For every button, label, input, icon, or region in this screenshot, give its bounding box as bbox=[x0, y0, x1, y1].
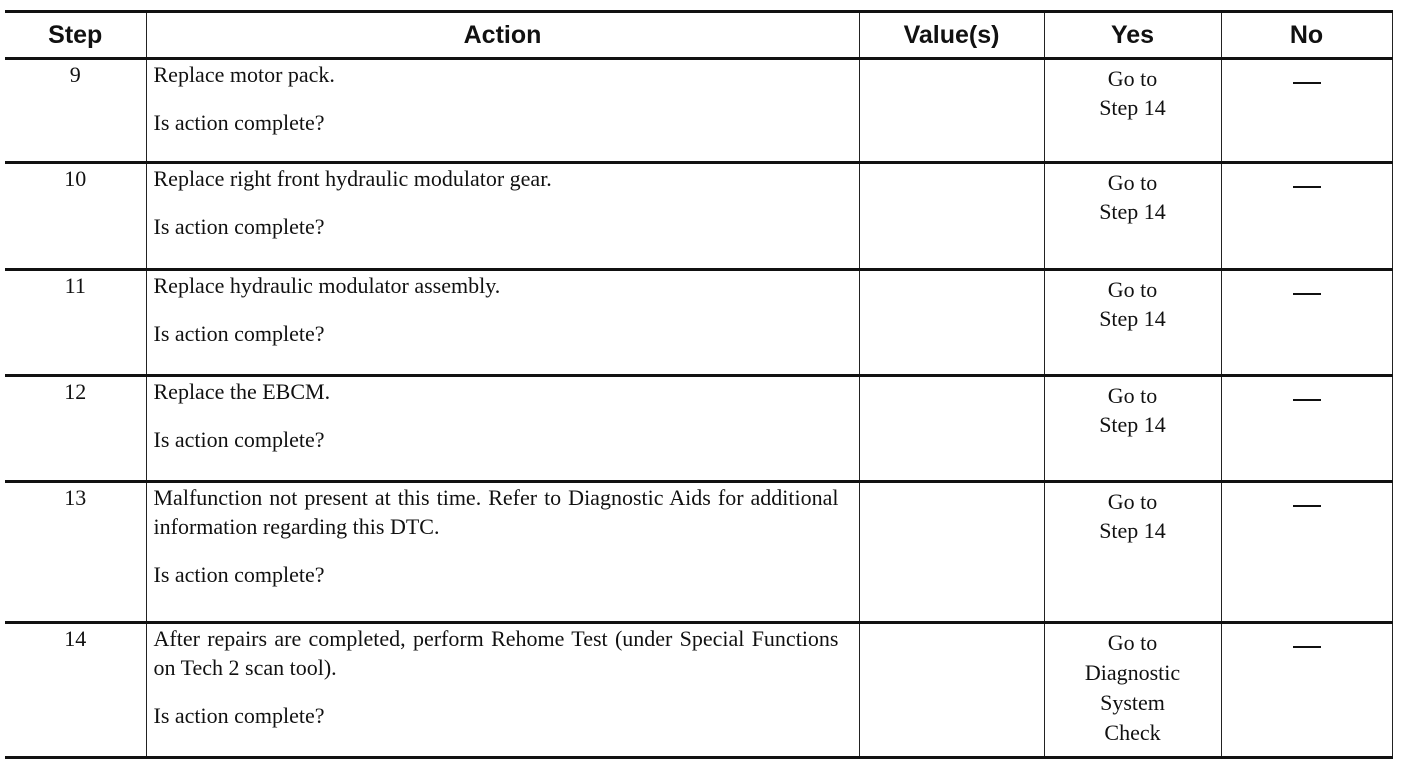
header-yes: Yes bbox=[1044, 12, 1221, 59]
no-cell bbox=[1221, 376, 1392, 482]
value-cell bbox=[859, 482, 1044, 623]
header-row bbox=[5, 12, 1392, 59]
action-question: Is action complete? bbox=[153, 214, 325, 239]
header-step: Step bbox=[5, 12, 146, 59]
yes-text-line: Go to bbox=[1107, 489, 1158, 514]
table-row bbox=[5, 270, 1392, 376]
yes-cell bbox=[1044, 59, 1221, 163]
diagnostic-steps-table bbox=[5, 10, 1393, 759]
no-cell bbox=[1221, 482, 1392, 623]
yes-cell bbox=[1044, 376, 1221, 482]
yes-text-line: Step 14 bbox=[1099, 95, 1166, 120]
step-number: 11 bbox=[5, 270, 146, 376]
action-text: After repairs are completed, perform Rehome Test (under Special Functions on Tech 2 scan tool). bbox=[153, 626, 839, 680]
step-number: 9 bbox=[5, 59, 146, 163]
action-cell bbox=[146, 59, 859, 163]
yes-text-line: Step 14 bbox=[1099, 306, 1166, 331]
no-dash bbox=[1293, 646, 1321, 648]
yes-cell bbox=[1044, 163, 1221, 270]
action-question: Is action complete? bbox=[153, 562, 325, 587]
yes-text-line: Go to bbox=[1107, 630, 1158, 655]
value-cell bbox=[859, 376, 1044, 482]
table-row bbox=[5, 623, 1392, 758]
no-cell bbox=[1221, 623, 1392, 758]
no-cell bbox=[1221, 270, 1392, 376]
table-body bbox=[5, 59, 1392, 758]
no-cell bbox=[1221, 163, 1392, 270]
yes-text-line: Diagnostic bbox=[1084, 660, 1181, 685]
action-question: Is action complete? bbox=[153, 110, 325, 135]
yes-text-line: Go to bbox=[1107, 383, 1158, 408]
yes-text-line: System bbox=[1100, 690, 1165, 715]
value-cell bbox=[859, 270, 1044, 376]
step-number: 10 bbox=[5, 163, 146, 270]
yes-text-line: Go to bbox=[1107, 170, 1158, 195]
table-row bbox=[5, 163, 1392, 270]
action-text: Replace the EBCM. bbox=[153, 379, 331, 404]
value-cell bbox=[859, 623, 1044, 758]
table-row bbox=[5, 59, 1392, 163]
no-dash bbox=[1293, 399, 1321, 401]
table-row bbox=[5, 482, 1392, 623]
table-header bbox=[5, 12, 1392, 59]
header-values: Value(s) bbox=[859, 12, 1044, 59]
action-text: Replace right front hydraulic modulator gear. bbox=[153, 166, 552, 191]
yes-text-line: Step 14 bbox=[1099, 199, 1166, 224]
action-text: Malfunction not present at this time. Refer to Diagnostic Aids for additional information regarding this DTC. bbox=[153, 485, 839, 539]
no-dash bbox=[1293, 505, 1321, 507]
header-action: Action bbox=[146, 12, 859, 59]
action-cell bbox=[146, 376, 859, 482]
action-question: Is action complete? bbox=[153, 321, 325, 346]
yes-text-line: Step 14 bbox=[1099, 518, 1166, 543]
action-text: Replace motor pack. bbox=[153, 62, 335, 87]
action-cell bbox=[146, 270, 859, 376]
table-row bbox=[5, 376, 1392, 482]
value-cell bbox=[859, 163, 1044, 270]
header-no: No bbox=[1221, 12, 1392, 59]
value-cell bbox=[859, 59, 1044, 163]
action-question: Is action complete? bbox=[153, 703, 325, 728]
step-number: 13 bbox=[5, 482, 146, 623]
action-cell bbox=[146, 163, 859, 270]
action-cell bbox=[146, 482, 859, 623]
action-cell bbox=[146, 623, 859, 758]
action-text: Replace hydraulic modulator assembly. bbox=[153, 273, 501, 298]
no-dash bbox=[1293, 293, 1321, 295]
yes-text-line: Step 14 bbox=[1099, 412, 1166, 437]
step-number: 14 bbox=[5, 623, 146, 758]
no-dash bbox=[1293, 186, 1321, 188]
yes-text-line: Check bbox=[1104, 720, 1161, 745]
step-number: 12 bbox=[5, 376, 146, 482]
yes-text-line: Go to bbox=[1107, 66, 1158, 91]
diagnostic-table-container bbox=[5, 10, 1392, 759]
no-dash bbox=[1293, 82, 1321, 84]
yes-cell bbox=[1044, 270, 1221, 376]
yes-text-line: Go to bbox=[1107, 277, 1158, 302]
yes-cell bbox=[1044, 623, 1221, 758]
no-cell bbox=[1221, 59, 1392, 163]
yes-cell bbox=[1044, 482, 1221, 623]
action-question: Is action complete? bbox=[153, 427, 325, 452]
